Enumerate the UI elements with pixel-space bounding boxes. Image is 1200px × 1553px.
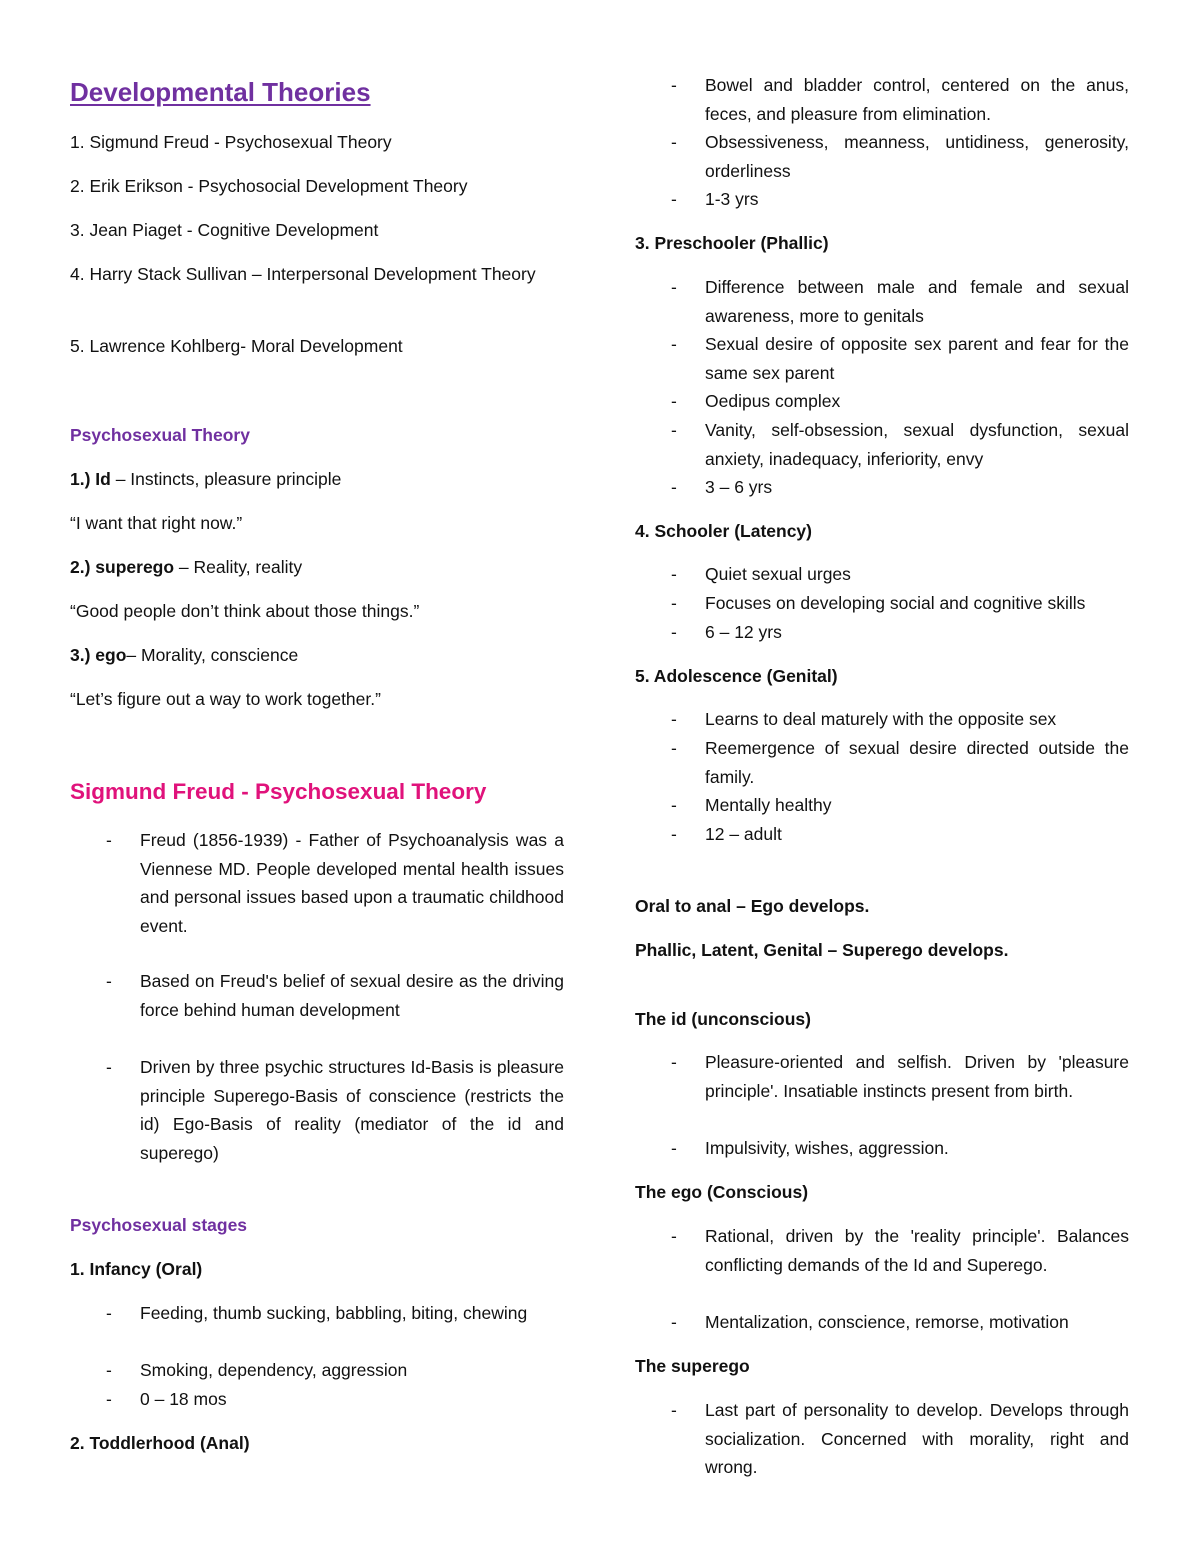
ego-title: The ego (Conscious) (635, 1182, 809, 1202)
freud-bullet-2: - Based on Freud's belief of sexual desire as the driving force behind human development (70, 967, 564, 1024)
theory-item-1: 1. Sigmund Freud - Psychosexual Theory (70, 132, 392, 152)
stage-2-bullet-1: - Bowel and bladder control, centered on the anus, feces, and pleasure from elimination. (635, 71, 1129, 128)
document-title: Developmental Theories (70, 77, 371, 107)
stage-2-bullet-3: - 1-3 yrs (635, 185, 1129, 214)
theory-item-5: 5. Lawrence Kohlberg- Moral Development (70, 336, 403, 356)
stage-5-title: 5. Adolescence (Genital) (635, 666, 838, 686)
structure-superego: 2.) superego – Reality, reality (70, 557, 303, 577)
structure-superego-quote: “Good people don’t think about those things.” (70, 601, 420, 621)
stage-4-title: 4. Schooler (Latency) (635, 521, 812, 541)
id-bullet-2: - Impulsivity, wishes, aggression. (635, 1134, 1129, 1163)
freud-bullet-3: - Driven by three psychic structures Id-Basis is pleasure principle Superego-Basis of conscience (restricts the id) Ego-Basis of reality (mediator of the id and superego) (70, 1053, 564, 1167)
stage-2-bullet-2: - Obsessiveness, meanness, untidiness, generosity, orderliness (635, 128, 1129, 185)
superego-bullet-1: - Last part of personality to develop. Develops through socialization. Concerned with morality, right and wrong. (635, 1396, 1129, 1482)
summary-superego: Phallic, Latent, Genital – Superego develops. (635, 940, 1009, 960)
stage-1-bullet-3: - 0 – 18 mos (70, 1385, 564, 1414)
stage-3-bullet-3: - Oedipus complex (635, 387, 1129, 416)
stage-4-bullet-2: - Focuses on developing social and cognitive skills (635, 589, 1129, 618)
stage-3-title: 3. Preschooler (Phallic) (635, 233, 829, 253)
structure-id: 1.) Id – Instincts, pleasure principle (70, 469, 342, 489)
stage-5-bullet-2: - Reemergence of sexual desire directed outside the family. (635, 734, 1129, 791)
psychosexual-stages-heading: Psychosexual stages (70, 1215, 248, 1235)
superego-title: The superego (635, 1356, 750, 1376)
structure-ego-quote: “Let’s figure out a way to work together.” (70, 689, 381, 709)
stage-1-bullet-2: - Smoking, dependency, aggression (70, 1356, 564, 1385)
ego-bullet-1: - Rational, driven by the 'reality principle'. Balances conflicting demands of the Id and Superego. (635, 1222, 1129, 1279)
stage-4-bullet-3: - 6 – 12 yrs (635, 618, 1129, 647)
structure-id-quote: “I want that right now.” (70, 513, 243, 533)
psychosexual-theory-heading: Psychosexual Theory (70, 425, 250, 445)
stage-2-title: 2. Toddlerhood (Anal) (70, 1433, 250, 1453)
stage-1-title: 1. Infancy (Oral) (70, 1259, 203, 1279)
theory-item-3: 3. Jean Piaget - Cognitive Development (70, 220, 379, 240)
summary-ego: Oral to anal – Ego develops. (635, 896, 870, 916)
structure-ego: 3.) ego– Morality, conscience (70, 645, 299, 665)
id-bullet-1: - Pleasure-oriented and selfish. Driven by 'pleasure principle'. Insatiable instincts present from birth. (635, 1048, 1129, 1105)
stage-3-bullet-4: - Vanity, self-obsession, sexual dysfunction, sexual anxiety, inadequacy, inferiority, envy (635, 416, 1129, 473)
stage-5-bullet-1: - Learns to deal maturely with the opposite sex (635, 705, 1129, 734)
theory-item-2: 2. Erik Erikson - Psychosocial Development Theory (70, 176, 468, 196)
stage-3-bullet-2: - Sexual desire of opposite sex parent and fear for the same sex parent (635, 330, 1129, 387)
stage-1-bullet-1: - Feeding, thumb sucking, babbling, biting, chewing (70, 1299, 564, 1328)
stage-3-bullet-1: - Difference between male and female and sexual awareness, more to genitals (635, 273, 1129, 330)
freud-bullet-1: - Freud (1856-1939) - Father of Psychoanalysis was a Viennese MD. People developed mental health issues and personal issues based upon a traumatic childhood event. (70, 826, 564, 940)
stage-4-bullet-1: - Quiet sexual urges (635, 560, 1129, 589)
stage-3-bullet-5: - 3 – 6 yrs (635, 473, 1129, 502)
stage-5-bullet-4: - 12 – adult (635, 820, 1129, 849)
ego-bullet-2: - Mentalization, conscience, remorse, motivation (635, 1308, 1129, 1337)
stage-5-bullet-3: - Mentally healthy (635, 791, 1129, 820)
theory-item-4: 4. Harry Stack Sullivan – Interpersonal Development Theory (70, 264, 536, 284)
id-title: The id (unconscious) (635, 1009, 811, 1029)
freud-heading: Sigmund Freud - Psychosexual Theory (70, 779, 487, 804)
